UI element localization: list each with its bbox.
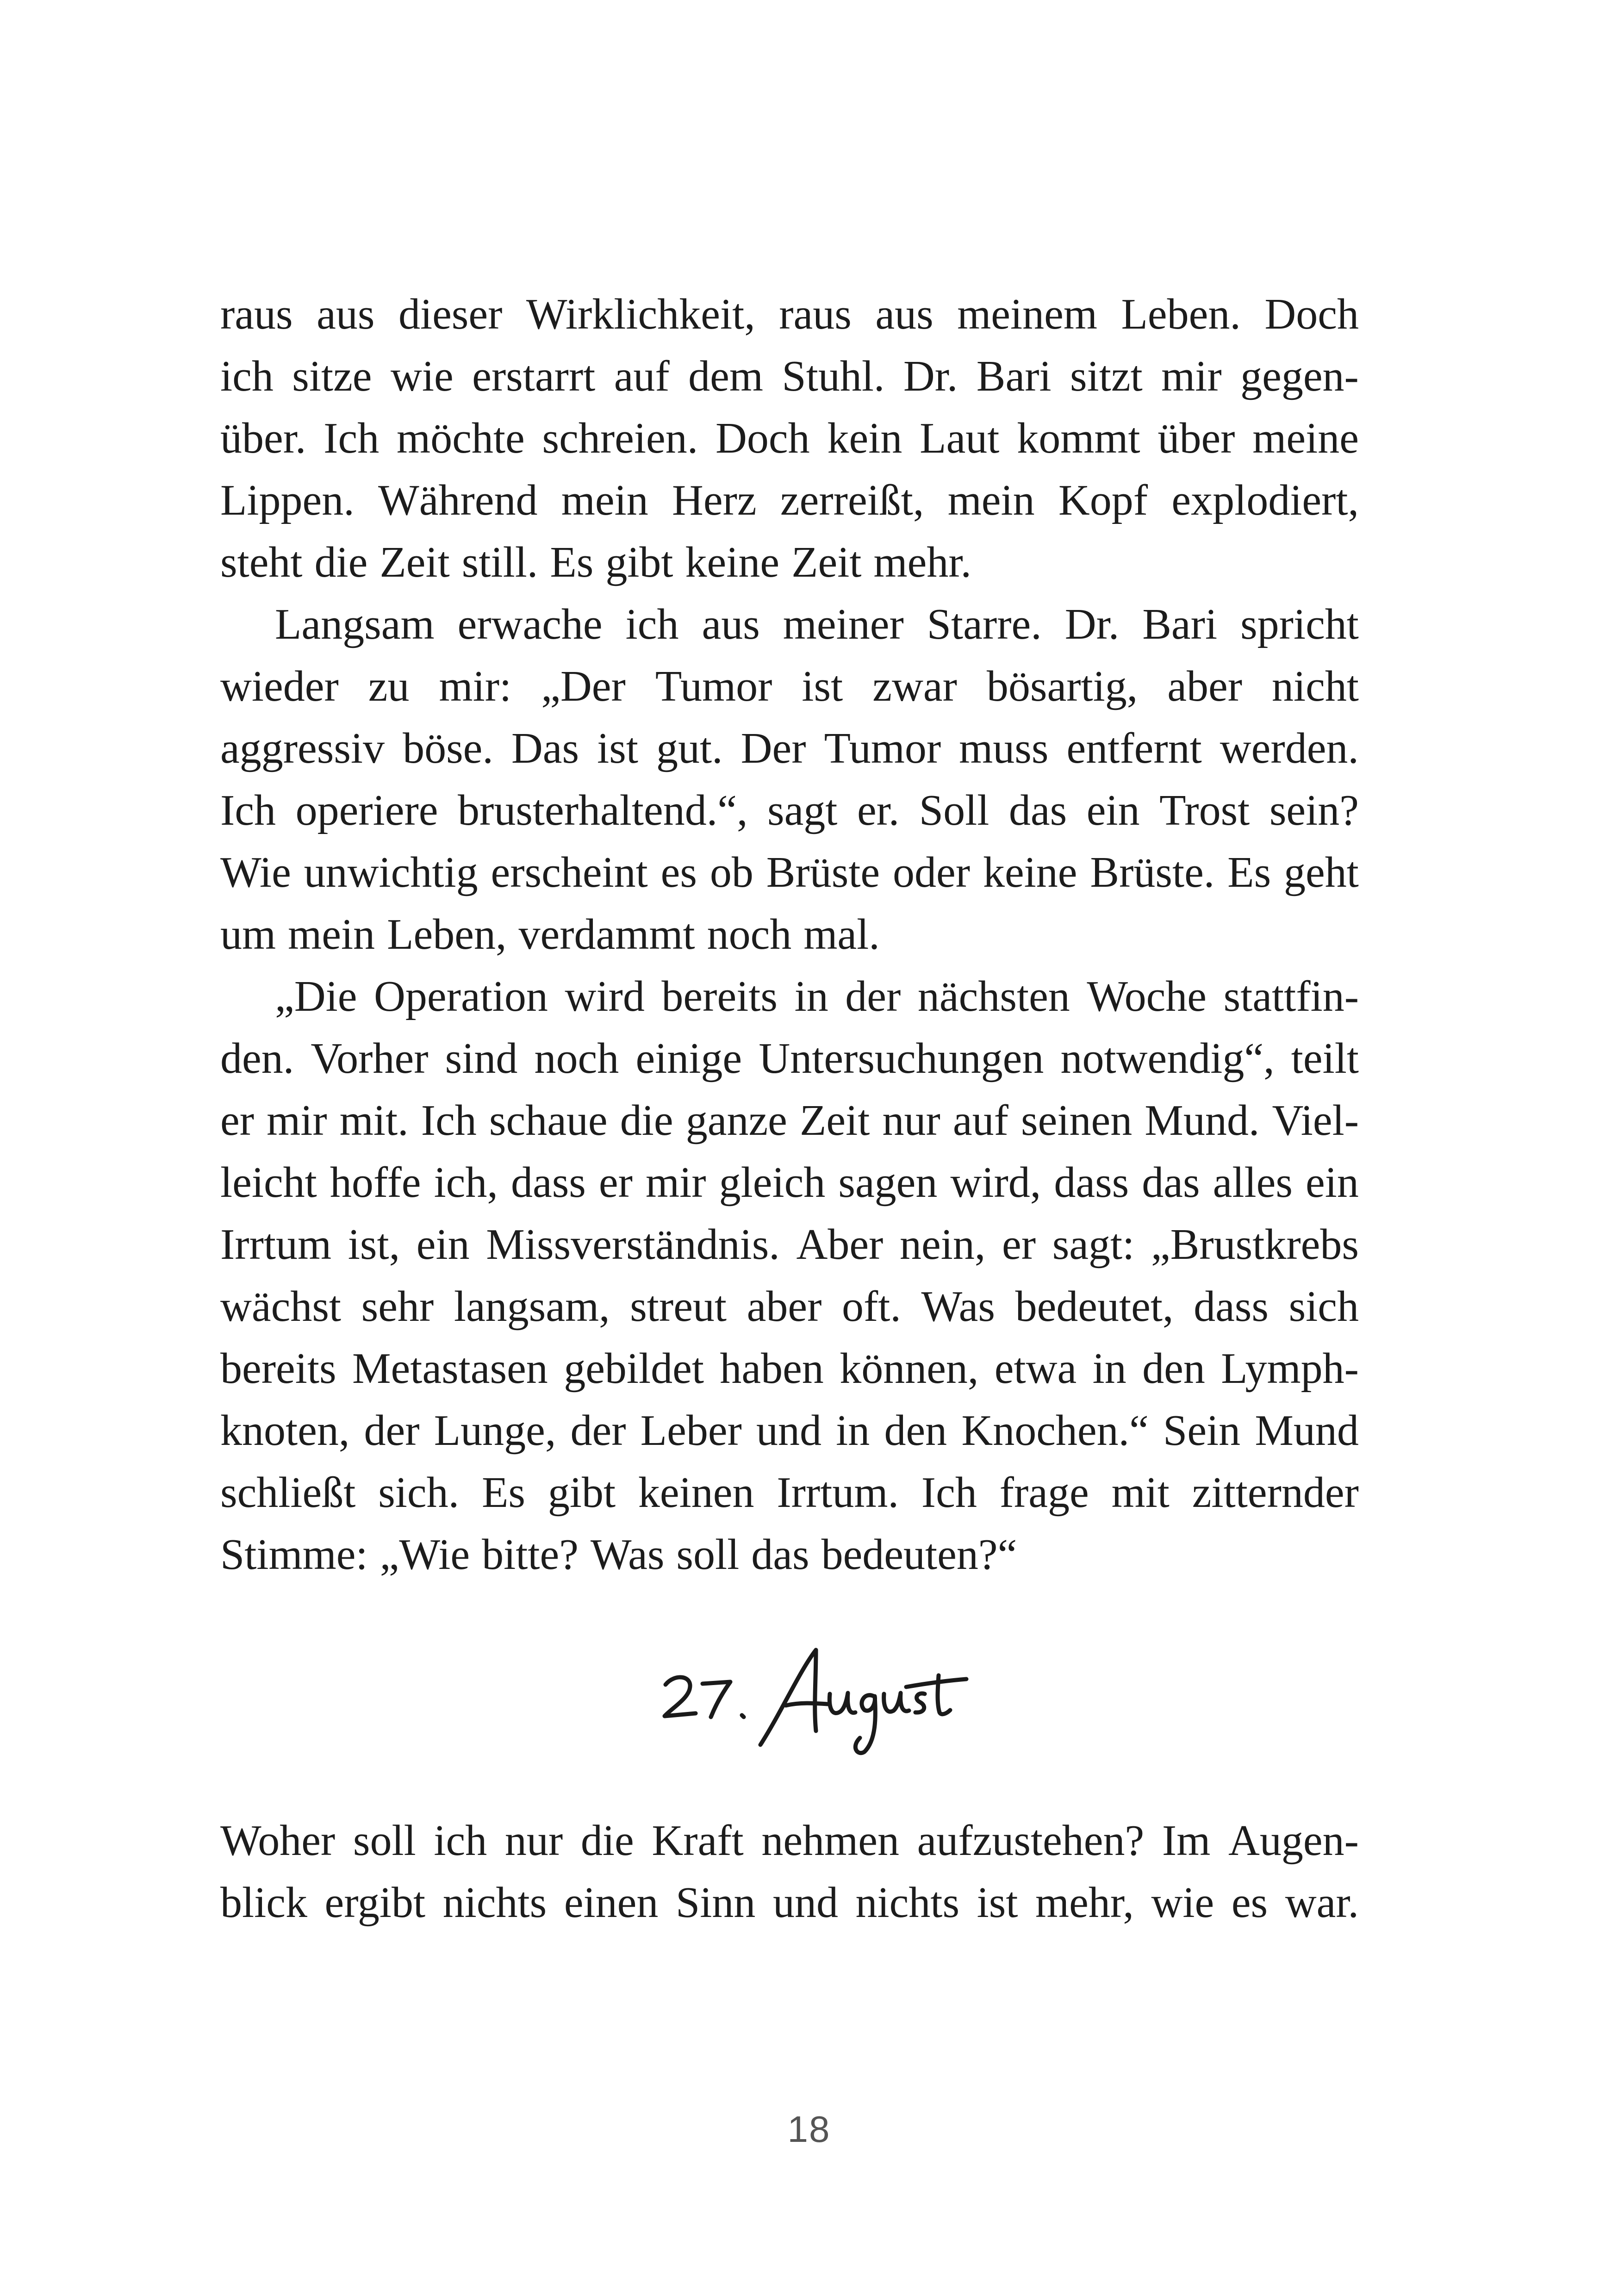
- text-line: [220, 1810, 1359, 1872]
- word: Im: [1162, 1817, 1211, 1865]
- word: Woher: [220, 1817, 336, 1865]
- word: zu: [368, 662, 410, 710]
- word: ist,: [348, 1220, 400, 1269]
- text-line: [220, 1872, 1359, 1934]
- word: mehr,: [1035, 1879, 1134, 1927]
- word: Kopf: [1058, 476, 1148, 524]
- word: ich: [434, 1817, 487, 1865]
- word: raus: [220, 290, 293, 338]
- word: die: [620, 1096, 673, 1145]
- word: Aber: [796, 1220, 884, 1269]
- word: bösartig,: [986, 662, 1138, 710]
- text-line: [220, 1462, 1359, 1524]
- word: notwendig“,: [1060, 1034, 1275, 1083]
- word: die: [314, 538, 368, 586]
- text-line: [220, 655, 1359, 717]
- word: möchte: [397, 414, 525, 462]
- word: Lymph-: [1221, 1344, 1359, 1393]
- word: Ich: [921, 1468, 977, 1517]
- word: soll: [353, 1817, 416, 1865]
- word: nehmen: [761, 1817, 899, 1865]
- word: meinem: [957, 290, 1097, 338]
- word: ist: [977, 1879, 1018, 1927]
- word: spricht: [1240, 600, 1359, 648]
- word: aggressiv: [220, 724, 385, 772]
- word: blick: [220, 1879, 307, 1927]
- word: Brüste.: [1090, 848, 1215, 896]
- text-line: [220, 469, 1359, 531]
- text-line: [220, 1089, 1359, 1151]
- word: dem: [688, 352, 763, 400]
- word: unwichtig: [304, 848, 478, 896]
- word: dass: [510, 1158, 586, 1207]
- word: explodiert,: [1171, 476, 1359, 524]
- word: er: [220, 1096, 255, 1145]
- word: sich.: [378, 1468, 460, 1517]
- word: etwa: [994, 1344, 1077, 1393]
- word: nur: [504, 1817, 563, 1865]
- word: knoten,: [220, 1406, 350, 1455]
- word: Es: [1227, 848, 1271, 896]
- word: ergibt: [324, 1879, 426, 1927]
- word: seinen: [1021, 1096, 1133, 1145]
- word: das: [1142, 1158, 1200, 1207]
- word: in: [836, 1406, 870, 1455]
- body-text-block: [220, 283, 1359, 1586]
- word: dass: [1194, 1282, 1269, 1331]
- word: verdammt: [518, 910, 695, 958]
- word: Leben.: [1121, 290, 1241, 338]
- word: schließt: [220, 1468, 356, 1517]
- word: zitternder: [1192, 1468, 1359, 1517]
- word: schaue: [489, 1096, 608, 1145]
- word: Bari: [976, 352, 1052, 400]
- word: hoffe: [330, 1158, 421, 1207]
- word: entfernt: [1066, 724, 1202, 772]
- word: nichts: [442, 1879, 547, 1927]
- word: er: [1002, 1220, 1036, 1269]
- word: aus: [702, 600, 760, 648]
- word: gut.: [656, 724, 723, 772]
- word: die: [580, 1817, 634, 1865]
- word: Leben,: [387, 910, 507, 958]
- text-line: [220, 717, 1359, 779]
- word: sitzt: [1070, 352, 1143, 400]
- word: ich,: [434, 1158, 498, 1207]
- page-number: 18: [787, 2109, 831, 2150]
- word: wie: [1151, 1879, 1214, 1927]
- word: Mund.: [1145, 1096, 1260, 1145]
- word: Während: [378, 476, 538, 524]
- word: Vorher: [311, 1034, 429, 1083]
- word: sich: [1288, 1282, 1359, 1331]
- word: „Brustkrebs: [1151, 1220, 1359, 1269]
- word: steht: [220, 538, 303, 586]
- word: teilt: [1291, 1034, 1359, 1083]
- word: stattfin-: [1223, 972, 1359, 1020]
- word: nein,: [900, 1220, 986, 1269]
- word: aber: [1167, 662, 1243, 710]
- word: gleich: [719, 1158, 826, 1207]
- text-line: [220, 1213, 1359, 1276]
- text-line: [220, 531, 1359, 593]
- word: bitte?: [482, 1531, 579, 1579]
- word: über: [1157, 414, 1235, 462]
- word: ganze: [685, 1096, 787, 1145]
- word: wächst: [220, 1282, 342, 1331]
- word: nächsten: [917, 972, 1070, 1020]
- word: nur: [882, 1096, 940, 1145]
- word: streut: [630, 1282, 727, 1331]
- word: mal.: [803, 910, 880, 958]
- word: über.: [220, 414, 306, 462]
- word: nicht: [1272, 662, 1359, 710]
- word: Laut: [920, 414, 1000, 462]
- word: bedeutet,: [1015, 1282, 1174, 1331]
- word: erstarrt: [472, 352, 596, 400]
- word: zwar: [872, 662, 957, 710]
- word: wie: [390, 352, 454, 400]
- word: aus: [317, 290, 375, 338]
- word: operiere: [295, 786, 438, 834]
- word: aus: [875, 290, 933, 338]
- word: dieser: [398, 290, 503, 338]
- word: Langsam: [275, 600, 435, 648]
- word: mir: [267, 1096, 327, 1145]
- word: aber: [747, 1282, 822, 1331]
- word: Es: [481, 1468, 525, 1517]
- handwritten-date-heading: [0, 1629, 1618, 1768]
- word: das: [1008, 786, 1067, 834]
- text-line: [220, 345, 1359, 407]
- word: soll: [676, 1531, 740, 1579]
- word: Soll: [919, 786, 989, 834]
- word: Bari: [1142, 600, 1218, 648]
- word: er: [598, 1158, 633, 1207]
- word: mit: [1111, 1468, 1170, 1517]
- word: still.: [461, 538, 538, 586]
- word: sagt: [767, 786, 838, 834]
- word: Metastasen: [352, 1344, 548, 1393]
- word: den.: [220, 1034, 294, 1083]
- word: der: [845, 972, 901, 1020]
- word: Doch: [716, 414, 810, 462]
- word: Kraft: [652, 1817, 744, 1865]
- word: oft.: [841, 1282, 901, 1331]
- word: nichts: [855, 1879, 960, 1927]
- text-line: [220, 1338, 1359, 1400]
- word: haben: [720, 1344, 824, 1393]
- word: mein: [288, 910, 375, 958]
- word: Mund: [1255, 1406, 1359, 1455]
- word: mein: [561, 476, 648, 524]
- word: mir: [1161, 352, 1222, 400]
- word: Zeit: [380, 538, 450, 586]
- word: keine: [685, 538, 780, 586]
- word: und: [756, 1406, 821, 1455]
- word: das: [751, 1531, 809, 1579]
- word: noch: [707, 910, 792, 958]
- word: bedeuten?“: [821, 1531, 1017, 1579]
- text-line: [220, 841, 1359, 903]
- word: Was: [590, 1531, 665, 1579]
- word: gebildet: [564, 1344, 704, 1393]
- word: brusterhaltend.“,: [458, 786, 748, 834]
- word: in: [1092, 1344, 1126, 1393]
- word: Das: [511, 724, 579, 772]
- word: sind: [445, 1034, 518, 1083]
- word: Irrtum: [220, 1220, 332, 1269]
- word: den: [1142, 1344, 1205, 1393]
- word: „Die: [275, 972, 357, 1020]
- text-line: [220, 1276, 1359, 1338]
- word: es: [1231, 1879, 1268, 1927]
- word: Augen-: [1228, 1817, 1359, 1865]
- word: Ich: [421, 1096, 477, 1145]
- word: zerreißt,: [780, 476, 924, 524]
- text-line: [220, 593, 1359, 655]
- word: meiner: [783, 600, 904, 648]
- word: um: [220, 910, 276, 958]
- word: alles: [1213, 1158, 1293, 1207]
- word: war.: [1285, 1879, 1359, 1927]
- word: schreien.: [542, 414, 698, 462]
- word: mir: [646, 1158, 706, 1207]
- word: Zeit: [800, 1096, 870, 1145]
- word: erscheint: [491, 848, 648, 896]
- word: frage: [999, 1468, 1089, 1517]
- word: auf: [952, 1096, 1008, 1145]
- word: Tumor: [824, 724, 941, 772]
- text-line: [220, 1524, 1359, 1586]
- word: mir:: [439, 662, 512, 710]
- word: Knochen.“: [961, 1406, 1149, 1455]
- text-line: [220, 779, 1359, 841]
- word: Lunge,: [434, 1406, 556, 1455]
- word: Tumor: [655, 662, 772, 710]
- word: ich: [625, 600, 679, 648]
- word: wieder: [220, 662, 339, 710]
- word: der: [570, 1406, 626, 1455]
- word: muss: [959, 724, 1049, 772]
- word: mehr.: [873, 538, 971, 586]
- word: sagen: [838, 1158, 938, 1207]
- word: Woche: [1087, 972, 1207, 1020]
- word: Trost: [1159, 786, 1250, 834]
- text-line: [220, 965, 1359, 1027]
- word: Der: [741, 724, 806, 772]
- word: Ich: [324, 414, 380, 462]
- word: Untersuchungen: [759, 1034, 1044, 1083]
- word: geht: [1284, 848, 1359, 896]
- word: sein?: [1269, 786, 1359, 834]
- word: der: [364, 1406, 420, 1455]
- word: den: [884, 1406, 947, 1455]
- word: können,: [840, 1344, 979, 1393]
- word: Stimme:: [220, 1531, 368, 1579]
- word: keine: [983, 848, 1077, 896]
- word: in: [794, 972, 828, 1020]
- word: kein: [827, 414, 902, 462]
- word: oder: [893, 848, 971, 896]
- word: wird,: [950, 1158, 1041, 1207]
- word: „Wie: [380, 1531, 470, 1579]
- word: Sinn: [675, 1879, 756, 1927]
- word: Leber: [640, 1406, 742, 1455]
- word: dass: [1054, 1158, 1129, 1207]
- word: ob: [709, 848, 753, 896]
- word: aufzustehen?: [917, 1817, 1145, 1865]
- text-line: [220, 903, 1359, 965]
- word: Stuhl.: [782, 352, 885, 400]
- word: bereits: [661, 972, 778, 1020]
- word: erwache: [457, 600, 603, 648]
- word: kommt: [1017, 414, 1140, 462]
- word: Was: [921, 1282, 995, 1331]
- word: Brüste: [766, 848, 880, 896]
- body-text-block: [220, 1810, 1359, 1934]
- word: Viel-: [1272, 1096, 1359, 1145]
- word: einen: [564, 1879, 659, 1927]
- word: Ich: [220, 786, 276, 834]
- word: er.: [857, 786, 900, 834]
- word: und: [772, 1879, 838, 1927]
- handwritten-date-graphic: [647, 1629, 971, 1768]
- word: sitze: [292, 352, 372, 400]
- word: Irrtum.: [777, 1468, 899, 1517]
- text-line: [220, 1027, 1359, 1089]
- word: ist: [597, 724, 638, 772]
- word: Dr.: [1064, 600, 1120, 648]
- word: gibt: [548, 1468, 616, 1517]
- word: Es: [550, 538, 594, 586]
- word: Herz: [672, 476, 757, 524]
- word: ist: [802, 662, 843, 710]
- word: gegen-: [1240, 352, 1359, 400]
- word: Wirklichkeit,: [526, 290, 755, 338]
- word: ein: [416, 1220, 470, 1269]
- word: meine: [1252, 414, 1359, 462]
- word: ein: [1086, 786, 1140, 834]
- word: sagt:: [1052, 1220, 1135, 1269]
- word: noch: [534, 1034, 619, 1083]
- word: werden.: [1220, 724, 1359, 772]
- word: Doch: [1264, 290, 1359, 338]
- word: raus: [779, 290, 852, 338]
- word: Wie: [220, 848, 291, 896]
- text-line: [220, 1151, 1359, 1213]
- word: Operation: [374, 972, 548, 1020]
- word: mein: [947, 476, 1035, 524]
- word: sehr: [361, 1282, 434, 1331]
- text-line: [220, 407, 1359, 469]
- word: leicht: [220, 1158, 317, 1207]
- word: es: [660, 848, 697, 896]
- word: einige: [635, 1034, 742, 1083]
- word: gibt: [605, 538, 673, 586]
- word: „Der: [541, 662, 626, 710]
- word: auf: [614, 352, 670, 400]
- word: ein: [1306, 1158, 1359, 1207]
- word: wird: [565, 972, 645, 1020]
- word: ich: [220, 352, 274, 400]
- text-line: [220, 1400, 1359, 1462]
- word: Zeit: [791, 538, 862, 586]
- word: bereits: [220, 1344, 336, 1393]
- text-line: [220, 283, 1359, 345]
- word: langsam,: [454, 1282, 610, 1331]
- word: keinen: [638, 1468, 754, 1517]
- word: Starre.: [927, 600, 1042, 648]
- word: Sein: [1163, 1406, 1241, 1455]
- word: mit.: [339, 1096, 409, 1145]
- word: Dr.: [903, 352, 958, 400]
- word: Missverständnis.: [486, 1220, 780, 1269]
- word: Lippen.: [220, 476, 355, 524]
- word: böse.: [403, 724, 493, 772]
